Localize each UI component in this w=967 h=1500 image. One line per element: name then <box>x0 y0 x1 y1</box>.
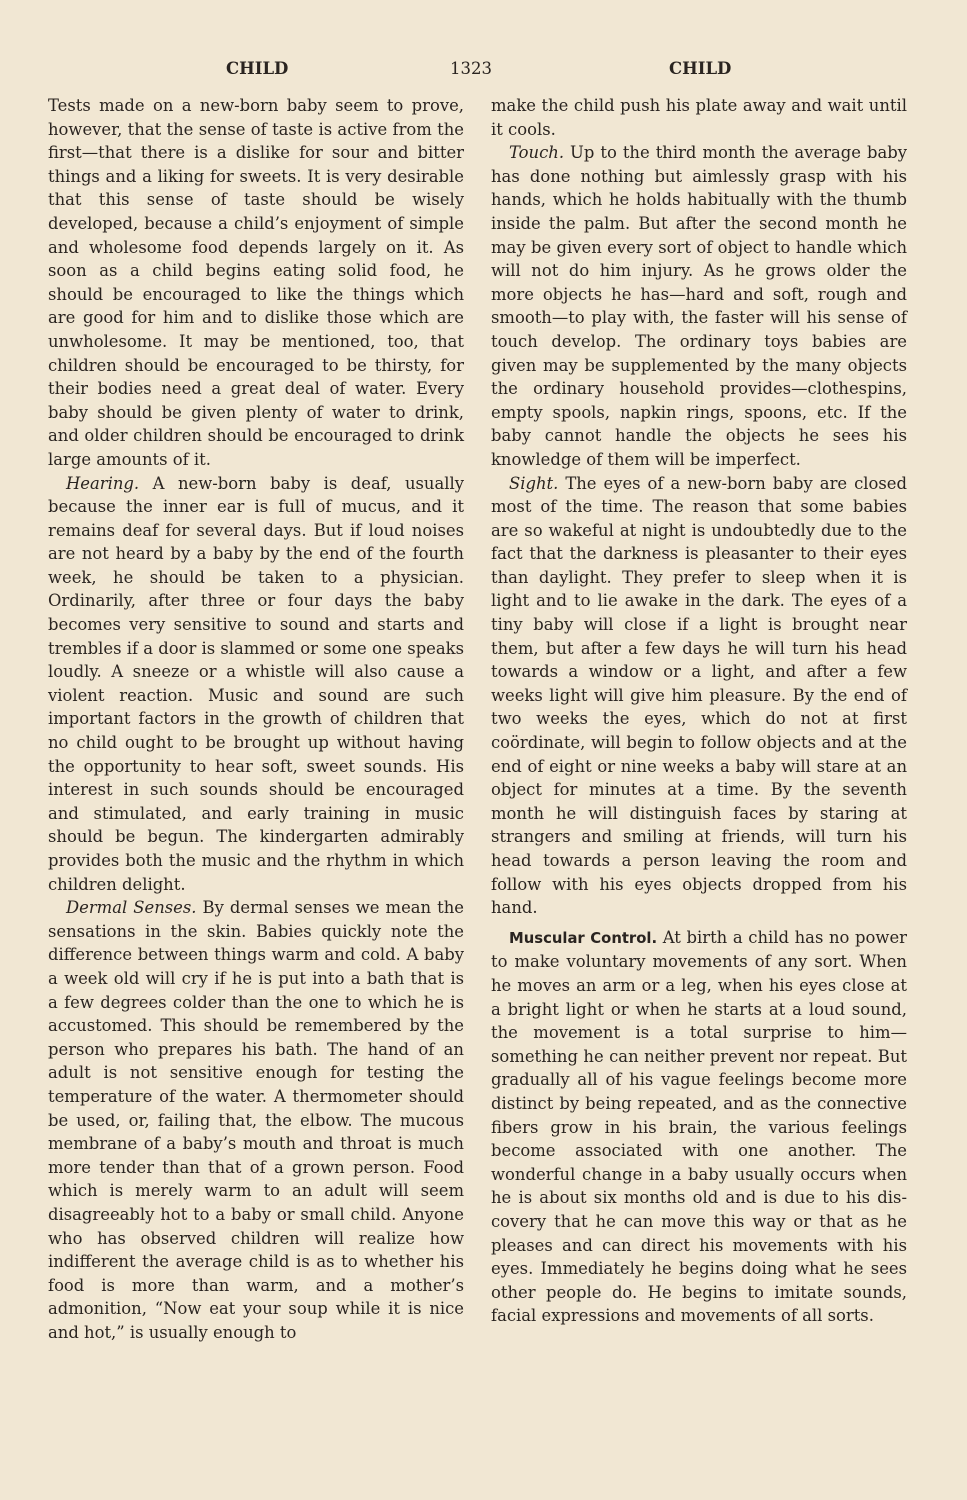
continuation-paragraph: make the child push his plate away and wait until it cools. <box>491 96 907 139</box>
touch-heading: Touch. <box>509 143 565 163</box>
hearing-heading: Hearing. <box>66 473 140 493</box>
dermal-senses-heading: Dermal Senses. <box>66 898 197 918</box>
running-head-right-title: CHILD <box>669 59 732 78</box>
touch-paragraph <box>491 141 907 471</box>
running-head-left-title: CHILD <box>226 59 289 78</box>
muscular-control-paragraph <box>491 926 907 1328</box>
muscular-control-text: At birth a child has no power to make voluntary movements of any sort. When he moves an arm or a leg, when his eyes close at a bright light or when he starts at a loud sound, the movement is a total surprise to him—something he can neither prevent nor repeat. But gradually all of his vague feelings become more distinct by being repeated, and as the connective fibers grow in his brain, the various feelings become associated with one another. The wonderful change in a baby usually occurs when he is about six months old and is due to his discovery that he can move this way or that as he pleases and can direct his movements with his eyes. Immediately he begins doing what he sees other people do. He begins to imitate sounds, facial expressions and movements of all sorts. <box>491 927 907 1326</box>
hearing-paragraph <box>48 472 464 897</box>
touch-text: Up to the third month the average baby has done nothing but aimlessly grasp with his hands, which he holds habitually with the thumb inside the palm. But after the second month he may be given every sort of object to handle which will not do him injury. As he grows older the more objects he has—hard and soft, rough and smooth—to play with, the faster will his sense of touch develop. The ordinary toys babies are given may be supplemented by the many objects the ordinary household provides—clothespins, empty spools, napkin rings, spoons, etc. If the baby cannot handle the objects he sees his knowledge of them will be imperfect. <box>491 143 907 469</box>
muscular-control-heading: Muscular Control. <box>509 929 658 947</box>
hearing-text: A new-born baby is deaf, usually because the inner ear is full of mucus, and it remains deaf for several days. But if loud noises are not heard by a baby by the end of the fourth week, he should be taken to a physician. Ordinarily, after three or four days the baby becomes very sensitive to sound and starts and trembles if a door is slammed or some one speaks loudly. A sneeze or a whistle will also cause a violent reaction. Music and sound are such important factors in the growth of children that no child ought to be brought up without having the opportunity to hear soft, sweet sounds. His interest in such sounds should be encouraged and stimulated, and early training in music should be begun. The kindergarten admirably provides both the music and the rhythm in which children delight. <box>48 473 464 894</box>
sight-text: The eyes of a new-born baby are closed most of the time. The reason that some babies are so wakeful at night is undoubtedly due to the fact that the darkness is pleasanter to their eyes than daylight. They prefer to sleep when it is light and to lie awake in the dark. The eyes of a tiny baby will close if a light is brought near them, but after a few days he will turn his head towards a window or a light, and after a few weeks light will give him pleasure. By the end of two weeks the eyes, which do not at first coördinate, will begin to follow objects and at the end of eight or nine weeks a baby will stare at an object for minutes at a time. By the seventh month he will distinguish faces by staring at strangers and smiling at friends, will turn his head towards a person leaving the room and follow with his eyes objects dropped from his hand. <box>491 473 907 918</box>
sight-heading: Sight. <box>509 473 559 493</box>
taste-paragraph: Tests made on a new-born baby seem to prove, however, that the sense of taste is active from the first—that there is a dislike for sour and bitter things and a liking for sweets. It is very desirable that this sense of taste should be wisely developed, because a child’s enjoyment of simple and wholesome food depends largely on it. As soon as a child begins eating solid food, he should be encouraged to like the things which are good for him and to dislike those which are unwholesome. It may be mentioned, too, that children should be encouraged to be thirsty, for their bodies need a great deal of water. Every baby should be given plenty of water to drink, and older children should be encouraged to drink large amounts of it. <box>48 96 464 469</box>
running-head <box>48 58 910 80</box>
right-column <box>491 94 907 1328</box>
dermal-senses-paragraph <box>48 896 464 1344</box>
page-number: 1323 <box>450 59 492 78</box>
dermal-senses-text: By dermal senses we mean the sensations in the skin. Babies quickly note the difference between things warm and cold. A baby a week old will cry if he is put into a bath that is a few degrees colder than the one to which he is accustomed. This should be remembered by the person who prepares his bath. The hand of an adult is not sensitive enough for testing the temperature of the water. A thermometer should be used, or, failing that, the elbow. The mucous membrane of a baby’s mouth and throat is much more tender than that of a grown person. Food which is merely warm to an adult will seem disagreeably hot to a baby or small child. Anyone who has observed children will realize how indifferent the average child is as to whether his food is more than warm, and a mother’s admonition, “Now eat your soup while it is nice and hot,” is usually enough to <box>48 898 464 1342</box>
sight-paragraph <box>491 472 907 920</box>
left-column <box>48 94 464 1344</box>
